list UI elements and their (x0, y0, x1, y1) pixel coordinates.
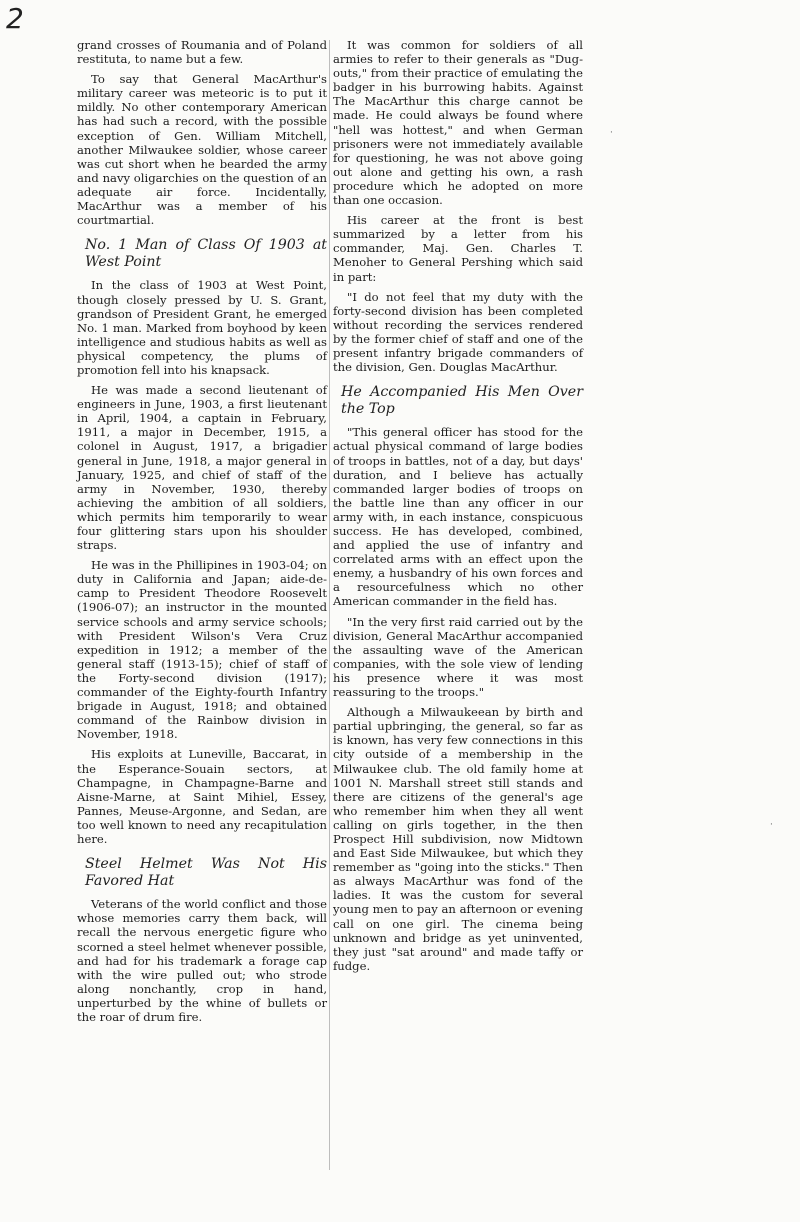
left-paragraph: grand crosses of Roumania and of Poland restituta, to name but a few. (77, 38, 327, 67)
right-subheading: He Accompanied His Men Over the Top (341, 384, 583, 417)
left-paragraph: His exploits at Luneville, Baccarat, in the Esperance-Souain sectors, at Champagne, in Champagne-Barne and Aisne-Marne, at Saint Mihiel, Essey, Pannes, Meuse-Argonne, and Sedan, are too well known to need any recapitulation here. (77, 747, 327, 846)
right-column (333, 38, 583, 979)
left-subheading: Steel Helmet Was Not His Favored Hat (85, 856, 327, 889)
left-paragraph: He was made a second lieutenant of engineers in June, 1903, a first lieutenant in April, 1904, a captain in February, 1911, a major in December, 1915, a colonel in August, 1917, a brigadier general in June, 1918, a major general in January, 1925, and chief of staff of the army in November, 1930, thereby achieving the ambition of all soldiers, which permits him temporarily to wear four glittering stars upon his shoulder straps. (77, 383, 327, 553)
left-subheading: No. 1 Man of Class Of 1903 at West Point (85, 237, 327, 270)
right-paragraph: His career at the front is best summarized by a letter from his commander, Maj. Gen. Charles T. Menoher to General Pershing which said in part: (333, 213, 583, 284)
left-paragraph: To say that General MacArthur's military career was meteoric is to put it mildly. No other contemporary American has had such a record, with the possible exception of Gen. William Mitchell, another Milwaukee soldier, whose career was cut short when he bearded the army and navy oligarchies on the question of an adequate air force. Incidentally, MacArthur was a member of his courtmartial. (77, 72, 327, 228)
page-number: 2 (6, 2, 24, 35)
left-paragraph: He was in the Phillipines in 1903-04; on duty in California and Japan; aide-de-camp to President Theodore Roosevelt (1906-07); an instructor in the mounted service schools and army service schools; with President Wilson's Vera Cruz expedition in 1912; a member of the general staff (1913-15); chief of staff of the Forty-second division (1917); commander of the Eighty-fourth Infantry brigade in August, 1918; and obtained command of the Rainbow division in November, 1918. (77, 558, 327, 742)
right-paragraph: "This general officer has stood for the actual physical command of large bodies of troops in battles, not of a day, but days' duration, and I believe has actually commanded larger bodies of troops on the battle line than any officer in our army with, in each instance, conspicuous success. He has developed, combined, and applied the use of infantry and correlated arms with an effect upon the enemy, a husbandry of his own forces and a resourcefulness which no other American commander in the field has. (333, 425, 583, 609)
margin-speck: · (770, 820, 773, 830)
left-paragraph: In the class of 1903 at West Point, though closely pressed by U. S. Grant, grandson of President Grant, he emerged No. 1 man. Marked from boyhood by keen intelligence and studious habits as well as physical competency, the plums of promotion fell into his knapsack. (77, 278, 327, 377)
left-paragraph: Veterans of the world conflict and those whose memories carry them back, will recall the nervous energetic figure who scorned a steel helmet whenever possible, and had for his trademark a forage cap with the wire pulled out; who strode along nonchantly, crop in hand, unperturbed by the whine of bullets or the roar of drum fire. (77, 897, 327, 1024)
right-paragraph: It was common for soldiers of all armies to refer to their generals as "Dug-outs," from their practice of emulating the badger in his burrowing habits. Against The MacArthur this charge cannot be made. He could always be found where "hell was hottest," and when German prisoners were not immediately available for questioning, he was not above going out alone and getting his own, a rash procedure which he adopted on more than one occasion. (333, 38, 583, 208)
right-paragraph: "I do not feel that my duty with the forty-second division has been completed without recording the services rendered by the former chief of staff and one of the present infantry brigade commanders of the division, Gen. Douglas MacArthur. (333, 289, 583, 375)
left-column (77, 38, 327, 1030)
column-rule (329, 40, 330, 1170)
margin-speck: · (610, 128, 613, 138)
right-paragraph: "In the very first raid carried out by the division, General MacArthur accompanied the assaulting wave of the American companies, with the sole view of lending his presence where it was most reassuring to the troops." (333, 614, 583, 700)
right-paragraph: Although a Milwaukeean by birth and partial upbringing, the general, so far as is known, has very few connections in this city outside of a membership in the Milwaukee club. The old family home at 1001 N. Marshall street still stands and there are citizens of the general's age who remember him when they all went calling on girls together, in the then Prospect Hill subdivision, now Midtown and East Side Milwaukee, but which they remember as "going into the sticks." Then as always MacArthur was fond of the ladies. It was the custom for several young men to pay an afternoon or evening call on one girl. The cinema being unknown and bridge as yet uninvented, they just "sat around" and made taffy or fudge. (333, 705, 583, 973)
